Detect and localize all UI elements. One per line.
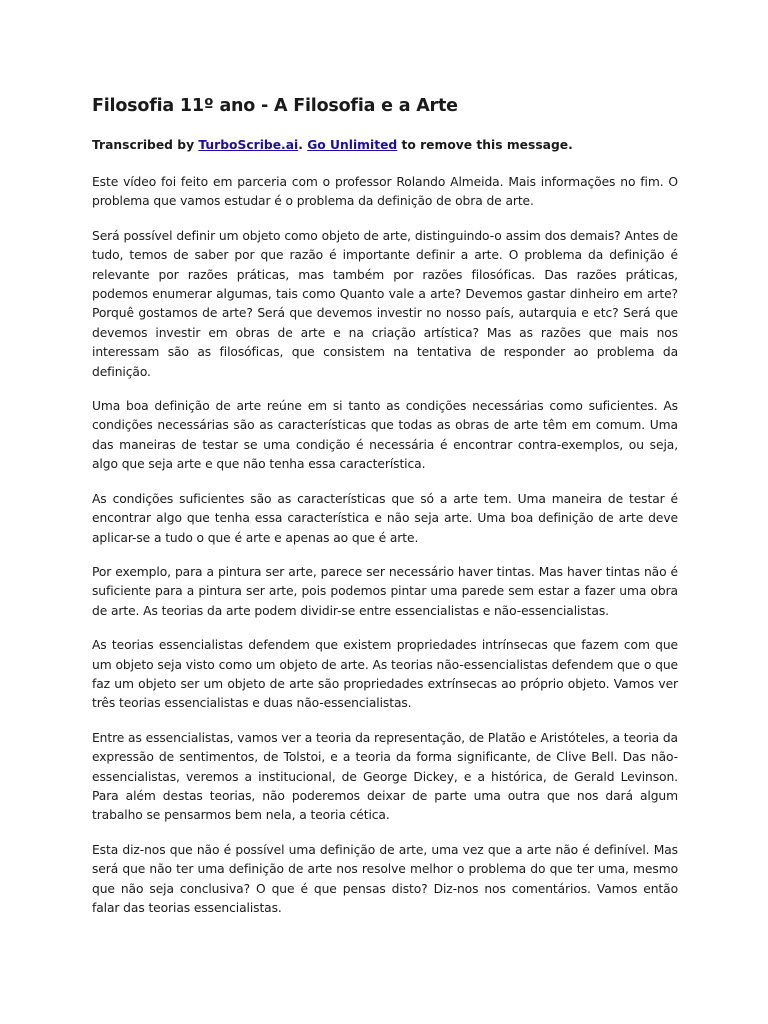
go-unlimited-link[interactable]: Go Unlimited <box>307 138 398 152</box>
paragraph-6: As teorias essencialistas defendem que existem propriedades intrínsecas que fazem com que um objeto seja visto como um objeto de arte. As teorias não-essencialistas defendem que o que faz um objeto ser um objeto de arte são propriedades extrínsecas ao próprio objeto. Vamos ver três teorias essencialistas e duas não-essencialistas. <box>92 638 678 711</box>
paragraph-2: Será possível definir um objeto como objeto de arte, distinguindo-o assim dos demais? Antes de tudo, temos de saber por que razão é importante definir a arte. O problema da definição é relevante por razões práticas, mas também por razões filosóficas. Das razões práticas, podemos enumerar algumas, tais como Quanto vale a arte? Devemos gastar dinheiro em arte? Porquê gostamos de arte? Será que devemos investir no nosso país, autarquia e etc? Será que devemos investir em obras de arte e na criação artística? Mas as razões que mais nos interessam são as filosóficas, que consistem na tentativa de responder ao problema da definição. <box>92 228 678 379</box>
paragraph-3: Uma boa definição de arte reúne em si tanto as condições necessárias como suficientes. As condições necessárias são as características que todas as obras de arte têm em comum. Uma das maneiras de testar se uma condição é necessária é encontrar contra-exemplos, ou seja, algo que seja arte e que não tenha essa característica. <box>92 399 678 472</box>
notice-suffix: to remove this message. <box>397 138 573 152</box>
transcription-notice <box>92 136 678 155</box>
turboscribe-link[interactable]: TurboScribe.ai <box>198 138 299 152</box>
paragraph-7: Entre as essencialistas, vamos ver a teoria da representação, de Platão e Aristóteles, a teoria da expressão de sentimentos, de Tolstoi, e a teoria da forma significante, de Clive Bell. Das não-essencialistas, veremos a institucional, de George Dickey, e a histórica, de Gerald Levinson. Para além destas teorias, não poderemos deixar de parte uma outra que nos dará algum trabalho se pensarmos bem nela, a teoria cética. <box>92 730 678 823</box>
paragraph-4: As condições suficientes são as características que só a arte tem. Uma maneira de testar é encontrar algo que tenha essa característica e não seja arte. Uma boa definição de arte deve aplicar-se a tudo o que é arte e apenas ao que é arte. <box>92 491 678 545</box>
paragraph-1: Este vídeo foi feito em parceria com o professor Rolando Almeida. Mais informações no fim. O problema que vamos estudar é o problema da definição de obra de arte. <box>92 175 678 209</box>
paragraph-8: Esta diz-nos que não é possível uma definição de arte, uma vez que a arte não é definível. Mas será que não ter uma definição de arte nos resolve melhor o problema do que ter uma, mesmo que não seja conclusiva? O que é que pensas disto? Diz-nos nos comentários. Vamos então falar das teorias essencialistas. <box>92 842 678 915</box>
notice-prefix: Transcribed by <box>92 138 199 152</box>
notice-separator: . <box>298 138 308 152</box>
document-title: Filosofia 11º ano - A Filosofia e a Arte <box>92 96 458 116</box>
paragraph-5: Por exemplo, para a pintura ser arte, parece ser necessário haver tintas. Mas haver tintas não é suficiente para a pintura ser arte, pois podemos pintar uma parede sem estar a fazer uma obra de arte. As teorias da arte podem dividir-se entre essencialistas e não-essencialistas. <box>92 564 678 618</box>
document-page <box>92 93 678 933</box>
